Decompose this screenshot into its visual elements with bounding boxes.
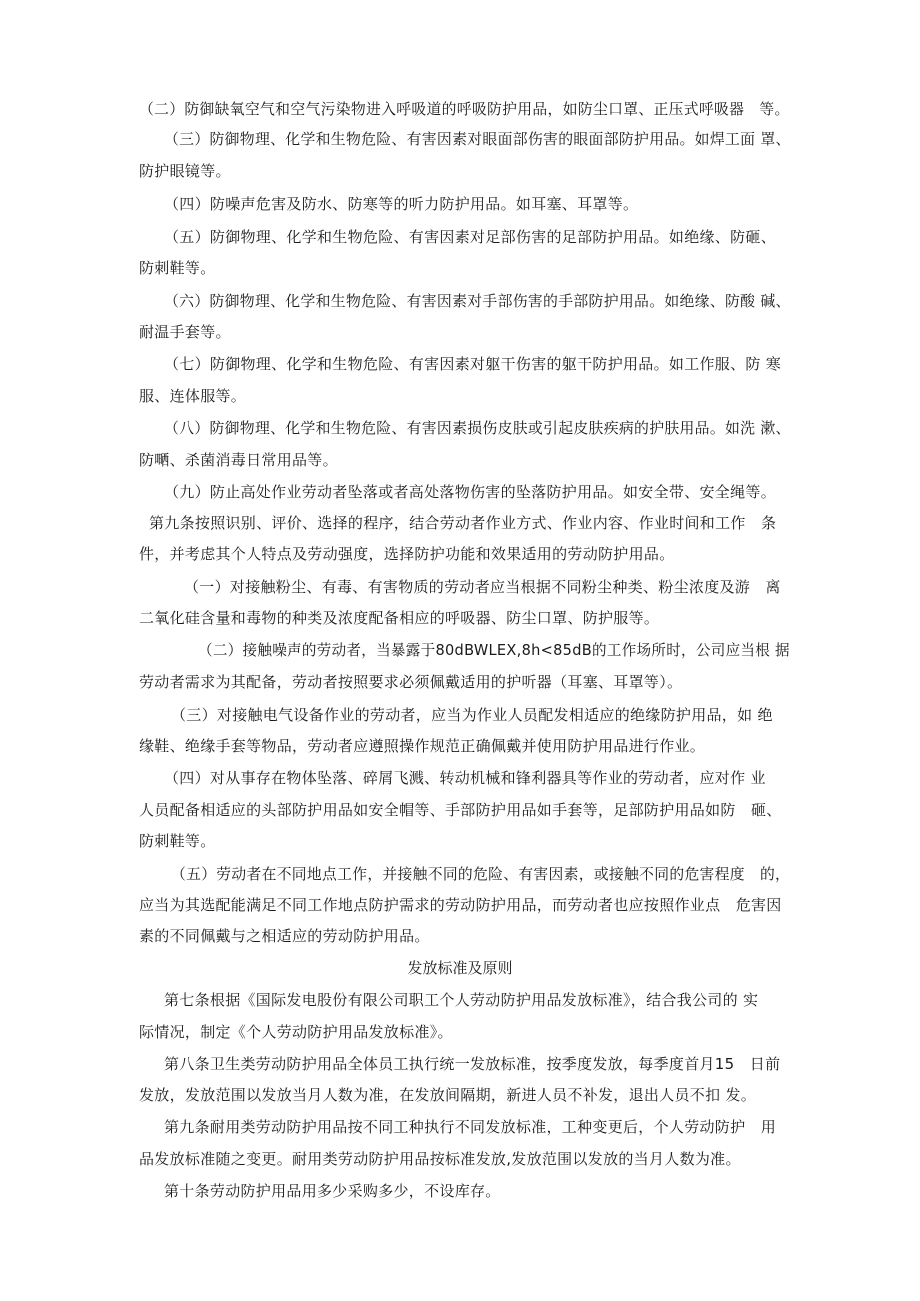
paragraph-line: 服、连体服等。: [139, 387, 247, 405]
paragraph-line: 际情况，制定《个人劳动防护用品发放标准》。: [139, 1023, 453, 1041]
paragraph-line: 防刺鞋等。: [139, 259, 216, 277]
paragraph-line: （一）对接触粉尘、有毒、有害物质的劳动者应当根据不同粉尘种类、粉尘浓度及游 离: [184, 578, 781, 596]
paragraph-line: 应当为其选配能满足不同工作地点防护需求的劳动防护用品，而劳动者也应按照作业点 危害因: [139, 896, 782, 914]
paragraph-line: （六）防御物理、化学和生物危险、有害因素对手部伤害的手部防护用品。如绝缘、防酸 碱、: [164, 292, 791, 310]
paragraph-line: （八）防御物理、化学和生物危险、有害因素损伤皮肤或引起皮肤疾病的护肤用品。如洗 漱、: [164, 419, 791, 437]
paragraph-line: （三）防御物理、化学和生物危险、有害因素对眼面部伤害的眼面部防护用品。如焊工面 罩、: [164, 130, 791, 148]
paragraph-line: 发放，发放范围以发放当月人数为准，在发放间隔期，新进人员不补发，退出人员不扣 发。: [139, 1086, 757, 1104]
paragraph-line: 件，并考虑其个人特点及劳动强度，选择防护功能和效果适用的劳动防护用品。: [139, 545, 675, 563]
paragraph-line: 防嗮、杀菌消毒日常用品等。: [139, 451, 338, 469]
paragraph-line: （五）劳动者在不同地点工作，并接触不同的危险、有害因素，或接触不同的危害程度 的，: [171, 865, 791, 883]
paragraph-line: 第七条根据《国际发电股份有限公司职工个人劳动防护用品发放标准》，结合我公司的 实: [164, 991, 759, 1009]
paragraph-line: 第九条耐用类劳动防护用品按不同工种执行不同发放标准，工种变更后，个人劳动防护 用: [164, 1118, 777, 1136]
paragraph-line: （九）防止高处作业劳动者坠落或者高处落物伤害的坠落防护用品。如安全带、安全绳等。: [164, 483, 777, 501]
paragraph-line: 品发放标准随之变更。耐用类劳动防护用品按标准发放,发放范围以发放的当月人数为准。: [139, 1150, 741, 1168]
paragraph-line: 耐温手套等。: [139, 323, 231, 341]
paragraph-line: （二）接触噪声的劳动者，当暴露于80dBWLEX,8h<85dB的工作场所时，公司应当根 据: [198, 641, 790, 659]
paragraph-line: （三）对接触电气设备作业的劳动者，应当为作业人员配发相适应的绝缘防护用品，如 绝: [171, 706, 773, 724]
paragraph-line: 第十条劳动防护用品用多少采购多少，不设库存。: [164, 1182, 501, 1200]
paragraph-line: 第八条卫生类劳动防护用品全体员工执行统一发放标准，按季度发放，每季度首月15 日前: [164, 1055, 781, 1073]
paragraph-line: （七）防御物理、化学和生物危险、有害因素对躯干伤害的躯干防护用品。如工作服、防 寒: [164, 355, 782, 373]
paragraph-line: 第九条按照识别、评价、选择的程序，结合劳动者作业方式、作业内容、作业时间和工作 条: [149, 514, 777, 532]
paragraph-line: 素的不同佩戴与之相适应的劳动防护用品。: [139, 927, 430, 945]
paragraph-line: 防刺鞋等。: [139, 832, 216, 850]
paragraph-line: 劳动者需求为其配备，劳动者按照要求必须佩戴适用的护听器（耳塞、耳罩等）。: [139, 673, 683, 691]
paragraph-line: 人员配备相适应的头部防护用品如安全帽等、手部防护用品如手套等，足部防护用品如防 砸、: [139, 801, 782, 819]
paragraph-line: （二）防御缺氧空气和空气污染物进入呼吸道的呼吸防护用品，如防尘口罩、正压式呼吸器 等。: [139, 100, 790, 118]
paragraph-line: （五）防御物理、化学和生物危险、有害因素对足部伤害的足部防护用品。如绝缘、防砸、: [164, 228, 777, 246]
paragraph-line: 二氧化硅含量和毒物的种类及浓度配备相应的呼吸器、防尘口罩、防护服等。: [139, 609, 660, 627]
paragraph-line: （四）对从事存在物体坠落、碎屑飞溅、转动机械和锋利器具等作业的劳动者，应对作 业: [164, 769, 766, 787]
paragraph-line: （四）防噪声危害及防水、防寒等的听力防护用品。如耳塞、耳罩等。: [164, 195, 639, 213]
paragraph-line: 防护眼镜等。: [139, 162, 231, 180]
paragraph-line: 缘鞋、绝缘手套等物品，劳动者应遵照操作规范正确佩戴并使用防护用品进行作业。: [139, 737, 706, 755]
section-heading: 发放标准及原则: [407, 959, 513, 977]
